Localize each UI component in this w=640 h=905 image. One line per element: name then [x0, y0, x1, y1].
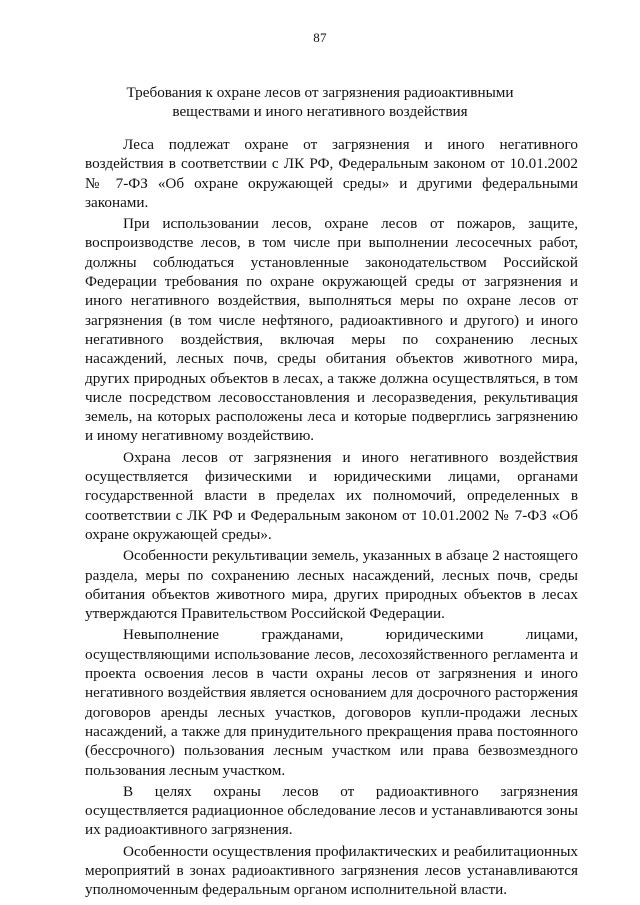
paragraph-7: Особенности осуществления профилактических и реабилитационных мероприятий в зонах радиоактивного загрязнения лесов устанавливаются уполномоченным федеральным органом исполнительной власти. [85, 842, 578, 899]
paragraph-2: При использовании лесов, охране лесов от пожаров, защите, воспроизводстве лесов, в том числе при выполнении лесосечных работ, должны соблюдаться установленные законодательством Российской Федерации требования по охране окружающей среды от загрязнения и иного негативного воздействия, выполняться меры по охране лесов от загрязнения (в том числе нефтяного, радиоактивного и другого) и иного негативного воздействия, включая меры по сохранению лесных насаждений, лесных почв, среды обитания объектов животного мира, других природных объектов в лесах, а также должна осуществляться, в том числе посредством лесовосстановления и лесоразведения, рекультивация земель, на которых расположены леса и которые подверглись загрязнению и иному негативному воздействию. [85, 215, 578, 445]
document-title: Требования к охране лесов от загрязнения радиоактивными веществами и иного негативного воздействия [126, 84, 514, 120]
paragraph-6: В целях охраны лесов от радиоактивного загрязнения осуществляется радиационное обследование лесов и устанавливаются зоны их радиоактивного загрязнения. [85, 782, 578, 839]
paragraph-5: Невыполнение гражданами, юридическими лицами, осуществляющими использование лесов, лесохозяйственного регламента и проекта освоения лесов в части охраны лесов от загрязнения и иного негативного воздействия является основанием для досрочного расторжения договоров аренды лесных участков, договоров купли-продажи лесных насаждений, а также для принудительного прекращения права постоянного (бессрочного) пользования лесным участком или права безвозмездного пользования лесным участком. [85, 626, 578, 779]
paragraph-4: Особенности рекультивации земель, указанных в абзаце 2 настоящего раздела, меры по сохранению лесных насаждений, лесных почв, среды обитания объектов животного мира, других природных объектов в лесах утверждаются Правительством Российской Федерации. [85, 547, 578, 623]
document-body [85, 135, 578, 902]
paragraph-3: Охрана лесов от загрязнения и иного негативного воздействия осуществляется физическими и юридическими лицами, органами государственной власти в пределах их полномочий, определенных в соответствии с ЛК РФ и Федеральным законом от 10.01.2002 № 7-ФЗ «Об охране окружающей среды». [85, 448, 578, 543]
paragraph-1: Леса подлежат охране от загрязнения и иного негативного воздействия в соответствии с ЛК РФ, Федеральным законом от 10.01.2002 № 7-ФЗ «Об охране окружающей среды» и другими федеральными законами. [85, 136, 578, 211]
page-number: 87 [313, 30, 327, 45]
